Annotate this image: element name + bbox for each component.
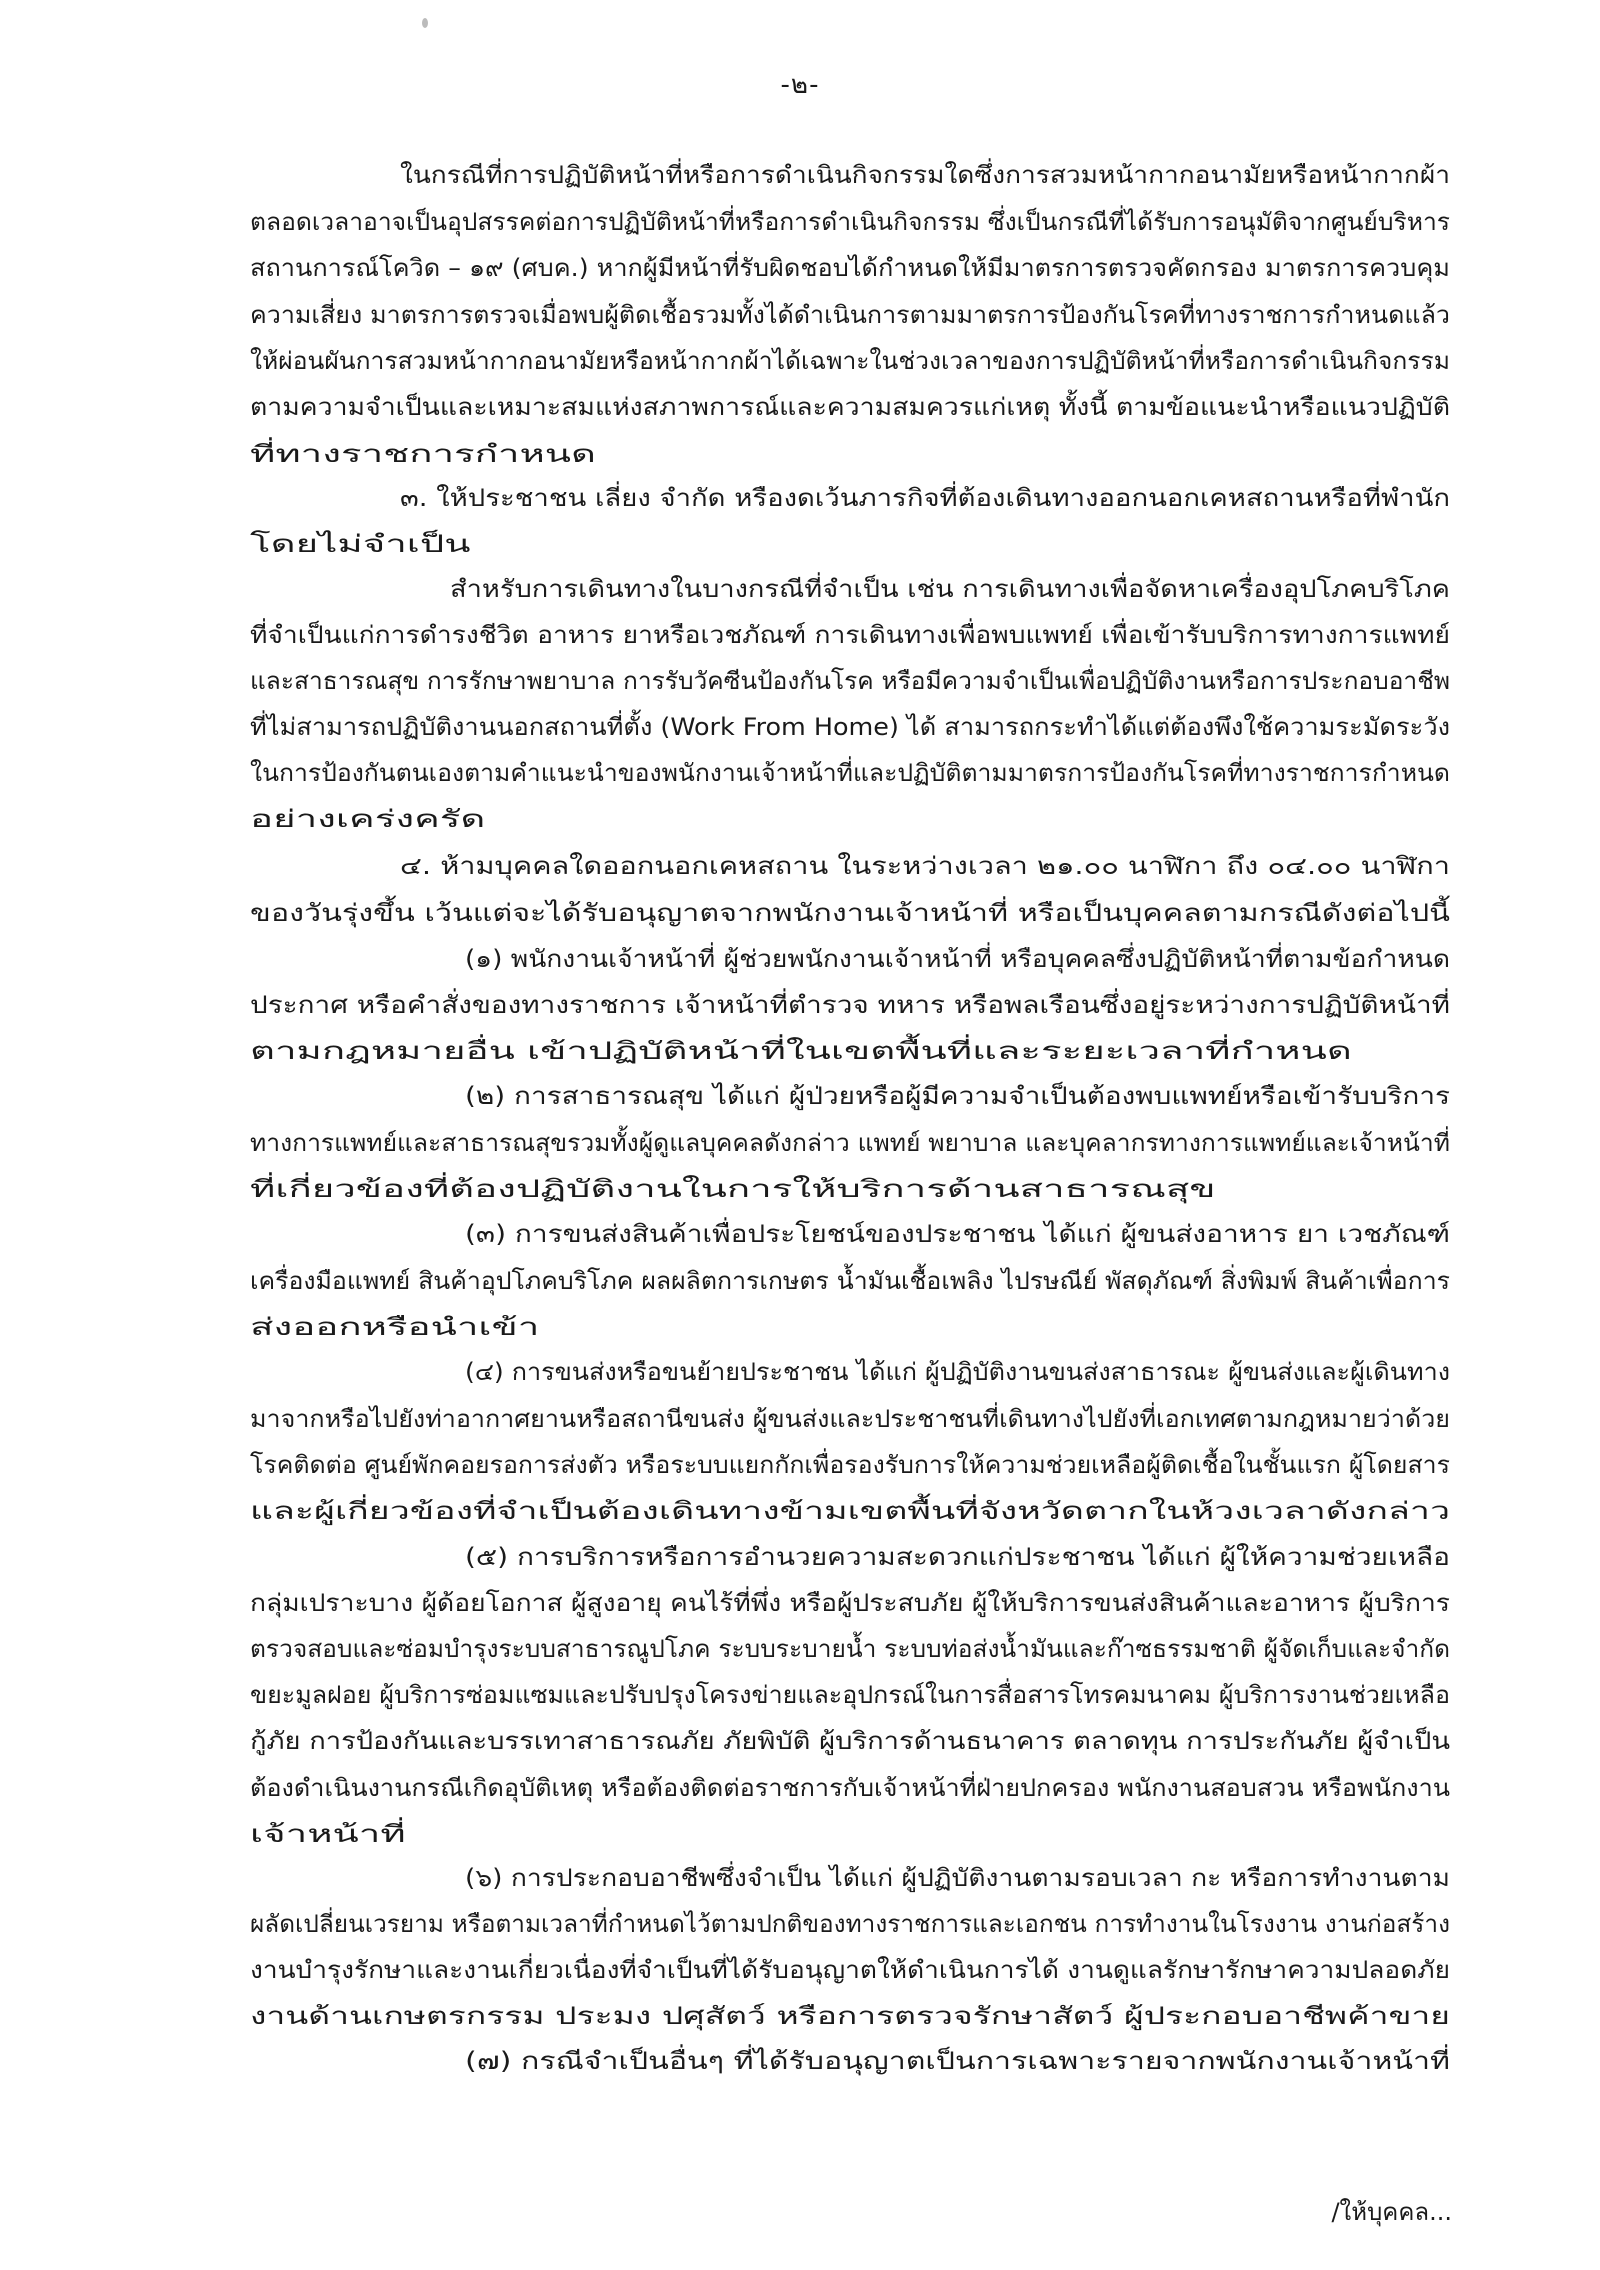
paragraph-line: สำหรับการเดินทางในบางกรณีที่จำเป็น เช่น การเดินทางเพื่อจัดหาเครื่องอุปโภคบริโภค	[450, 575, 1450, 603]
paragraph-line: ที่จำเป็นแก่การดำรงชีวิต อาหาร ยาหรือเวชภัณฑ์ การเดินทางเพื่อพบแพทย์ เพื่อเข้ารับบริการทางการแพทย์	[250, 621, 1450, 649]
paragraph-line: (๓) การขนส่งสินค้าเพื่อประโยชน์ของประชาชน ได้แก่ ผู้ขนส่งอาหาร ยา เวชภัณฑ์	[465, 1220, 1450, 1248]
paragraph-line: ในการป้องกันตนเองตามคำแนะนำของพนักงานเจ้าหน้าที่และปฏิบัติตามมาตรการป้องกันโรคที่ทางราชการกำหนด	[250, 759, 1450, 787]
paragraph-line: และผู้เกี่ยวข้องที่จำเป็นต้องเดินทางข้ามเขตพื้นที่จังหวัดตากในห้วงเวลาดังกล่าว	[250, 1497, 1450, 1525]
paragraph-line: ๓. ให้ประชาชน เลี่ยง จำกัด หรืองดเว้นภารกิจที่ต้องเดินทางออกนอกเคหสถานหรือที่พำนัก	[400, 484, 1450, 512]
paragraph-line: สถานการณ์โควิด – ๑๙ (ศบค.) หากผู้มีหน้าที่รับผิดชอบได้กำหนดให้มีมาตรการตรวจคัดกรอง มาตรการควบคุม	[250, 254, 1450, 282]
paragraph-line: เจ้าหน้าที่	[250, 1820, 406, 1848]
paragraph-line: ขยะมูลฝอย ผู้บริการซ่อมแซมและปรับปรุงโครงข่ายและอุปกรณ์ในการสื่อสารโทรคมนาคม ผู้บริการงานช่วยเหลือ	[250, 1681, 1450, 1709]
paragraph-line: ความเสี่ยง มาตรการตรวจเมื่อพบผู้ติดเชื้อรวมทั้งได้ดำเนินการตามมาตรการป้องกันโรคที่ทางราชการกำหนดแล้ว	[250, 301, 1450, 329]
paragraph-line: ในกรณีที่การปฏิบัติหน้าที่หรือการดำเนินกิจกรรมใดซึ่งการสวมหน้ากากอนามัยหรือหน้ากากผ้า	[400, 161, 1450, 189]
paragraph-line: ผลัดเปลี่ยนเวรยาม หรือตามเวลาที่กำหนดไว้ตามปกติของทางราชการและเอกชน การทำงานในโรงงาน งานก่อสร้าง	[250, 1910, 1450, 1938]
paragraph-line: ที่ทางราชการกำหนด	[250, 440, 596, 468]
paragraph-line: (๗) กรณีจำเป็นอื่นๆ ที่ได้รับอนุญาตเป็นการเฉพาะรายจากพนักงานเจ้าหน้าที่	[465, 2047, 1450, 2075]
paragraph-line: (๖) การประกอบอาชีพซึ่งจำเป็น ได้แก่ ผู้ปฏิบัติงานตามรอบเวลา กะ หรือการทำงานตาม	[465, 1864, 1450, 1892]
paragraph-line: ตลอดเวลาอาจเป็นอุปสรรคต่อการปฏิบัติหน้าที่หรือการดำเนินกิจกรรม ซึ่งเป็นกรณีที่ได้รับการอนุมัติจากศูนย์บริหาร	[250, 208, 1450, 236]
paragraph-line: อย่างเคร่งครัด	[250, 805, 486, 833]
paragraph-line: โรคติดต่อ ศูนย์พักคอยรอการส่งตัว หรือระบบแยกกักเพื่อรองรับการให้ความช่วยเหลือผู้ติดเชื้อในชั้นแรก ผู้โดยสาร	[250, 1451, 1450, 1479]
paragraph-line: (๒) การสาธารณสุข ได้แก่ ผู้ป่วยหรือผู้มีความจำเป็นต้องพบแพทย์หรือเข้ารับบริการ	[465, 1082, 1450, 1110]
scan-speck	[422, 18, 428, 28]
paragraph-line: ทางการแพทย์และสาธารณสุขรวมทั้งผู้ดูแลบุคคลดังกล่าว แพทย์ พยาบาล และบุคลากรทางการแพทย์และเจ้าหน้าที่	[250, 1129, 1450, 1157]
paragraph-line: ส่งออกหรือนำเข้า	[250, 1313, 540, 1341]
paragraph-line: (๑) พนักงานเจ้าหน้าที่ ผู้ช่วยพนักงานเจ้าหน้าที่ หรือบุคคลซึ่งปฏิบัติหน้าที่ตามข้อกำหนด	[465, 945, 1450, 973]
continuation-note: /ให้บุคคล...	[1331, 2198, 1452, 2226]
paragraph-line: (๕) การบริการหรือการอำนวยความสะดวกแก่ประชาชน ได้แก่ ผู้ให้ความช่วยเหลือ	[465, 1543, 1450, 1571]
paragraph-line: งานด้านเกษตรกรรม ประมง ปศุสัตว์ หรือการตรวจรักษาสัตว์ ผู้ประกอบอาชีพค้าขาย	[250, 2002, 1450, 2030]
paragraph-line: (๔) การขนส่งหรือขนย้ายประชาชน ได้แก่ ผู้ปฏิบัติงานขนส่งสาธารณะ ผู้ขนส่งและผู้เดินทาง	[465, 1358, 1450, 1386]
paragraph-line: กลุ่มเปราะบาง ผู้ด้อยโอกาส ผู้สูงอายุ คนไร้ที่พึ่ง หรือผู้ประสบภัย ผู้ให้บริการขนส่งสินค้าและอาหาร ผู้บริการ	[250, 1589, 1450, 1617]
paragraph-line: ตรวจสอบและซ่อมบำรุงระบบสาธารณูปโภค ระบบระบายน้ำ ระบบท่อส่งน้ำมันและก๊าซธรรมชาติ ผู้จัดเก็บและจำกัด	[250, 1635, 1450, 1663]
paragraph-line: ประกาศ หรือคำสั่งของทางราชการ เจ้าหน้าที่ตำรวจ ทหาร หรือพลเรือนซึ่งอยู่ระหว่างการปฏิบัติหน้าที่	[250, 991, 1450, 1019]
paragraph-line: ที่เกี่ยวข้องที่ต้องปฏิบัติงานในการให้บริการด้านสาธารณสุข	[250, 1175, 1216, 1203]
paragraph-line: ตามความจำเป็นและเหมาะสมแห่งสภาพการณ์และความสมควรแก่เหตุ ทั้งนี้ ตามข้อแนะนำหรือแนวปฏิบัติ	[250, 393, 1450, 421]
paragraph-line: โดยไม่จำเป็น	[250, 530, 471, 558]
paragraph-line: งานบำรุงรักษาและงานเกี่ยวเนื่องที่จำเป็นที่ได้รับอนุญาตให้ดำเนินการได้ งานดูแลรักษารักษาความปลอดภัย	[250, 1956, 1450, 1984]
paragraph-line: ที่ไม่สามารถปฏิบัติงานนอกสถานที่ตั้ง (Work From Home) ได้ สามารถกระทำได้แต่ต้องพึงใช้ความระมัดระวัง	[250, 713, 1450, 741]
paragraph-line: ของวันรุ่งขึ้น เว้นแต่จะได้รับอนุญาตจากพนักงานเจ้าหน้าที่ หรือเป็นบุคคลตามกรณีดังต่อไปนี้	[250, 899, 1450, 927]
paragraph-line: ให้ผ่อนผันการสวมหน้ากากอนามัยหรือหน้ากากผ้าได้เฉพาะในช่วงเวลาของการปฏิบัติหน้าที่หรือการดำเนินกิจกรรม	[250, 347, 1450, 375]
page-number: -๒-	[780, 70, 820, 100]
paragraph-line: กู้ภัย การป้องกันและบรรเทาสาธารณภัย ภัยพิบัติ ผู้บริการด้านธนาคาร ตลาดทุน การประกันภัย ผู้จำเป็น	[250, 1727, 1450, 1755]
paragraph-line: ๔. ห้ามบุคคลใดออกนอกเคหสถาน ในระหว่างเวลา ๒๑.๐๐ นาฬิกา ถึง ๐๔.๐๐ นาฬิกา	[400, 852, 1450, 880]
paragraph-line: มาจากหรือไปยังท่าอากาศยานหรือสถานีขนส่ง ผู้ขนส่งและประชาชนที่เดินทางไปยังที่เอกเทศตามกฎหมายว่าด้วย	[250, 1405, 1450, 1433]
paragraph-line: เครื่องมือแพทย์ สินค้าอุปโภคบริโภค ผลผลิตการเกษตร น้ำมันเชื้อเพลิง ไปรษณีย์ พัสดุภัณฑ์ สิ่งพิมพ์ สินค้าเพื่อการ	[250, 1267, 1450, 1295]
paragraph-line: ตามกฎหมายอื่น เข้าปฏิบัติหน้าที่ในเขตพื้นที่และระยะเวลาที่กำหนด	[250, 1037, 1352, 1065]
paragraph-line: ต้องดำเนินงานกรณีเกิดอุบัติเหตุ หรือต้องติดต่อราชการกับเจ้าหน้าที่ฝ่ายปกครอง พนักงานสอบสวน หรือพนักงาน	[250, 1774, 1450, 1802]
paragraph-line: และสาธารณสุข การรักษาพยาบาล การรับวัคซีนป้องกันโรค หรือมีความจำเป็นเพื่อปฏิบัติงานหรือการประกอบอาชีพ	[250, 667, 1450, 695]
